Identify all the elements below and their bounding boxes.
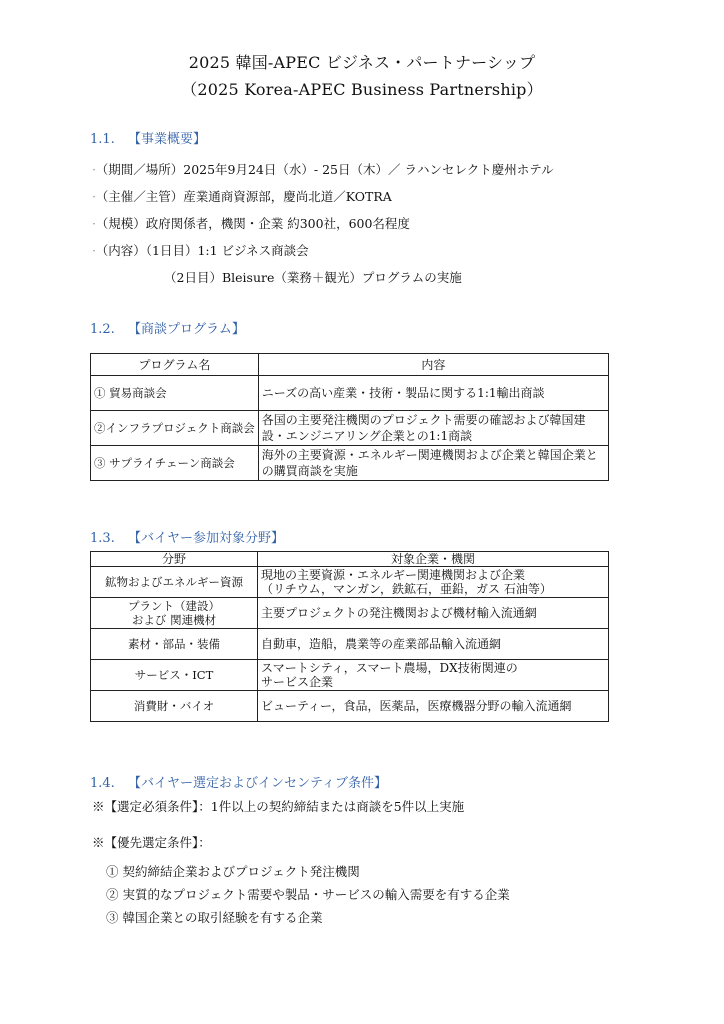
program-content-cell: 各国の主要発注機関のプロジェクト需要の確認および韓国建設・エンジニアリング企業との1:1商談 xyxy=(258,411,608,446)
section-title: 【バイヤー参加対象分野】 xyxy=(128,531,285,546)
buyer-field-table xyxy=(90,551,609,722)
column-header: プログラム名 xyxy=(91,354,259,376)
column-header: 分野 xyxy=(91,552,258,567)
target-cell: 現地の主要資源・エネルギー関連機関および企業 （リチウム，マンガン，鉄鉱石，亜鉛，ガス 石油等） xyxy=(258,567,609,598)
required-condition: ※【選定必須条件】：1件以上の契約締結または商談を5件以上実施 xyxy=(92,799,465,814)
section-heading-program xyxy=(90,318,245,337)
bullet-icon: · xyxy=(92,189,96,204)
document-subtitle: （2025 Korea-APEC Business Partnership） xyxy=(181,80,543,99)
field-cell: 鉱物およびエネルギー資源 xyxy=(91,567,258,598)
field-cell: サービス・ICT xyxy=(91,660,258,691)
field-cell: プラント（建設） および 関連機材 xyxy=(91,598,258,629)
table-row xyxy=(91,691,609,722)
table-row xyxy=(91,629,609,660)
target-cell: スマートシティ，スマート農場，DX技術関連の サービス企業 xyxy=(258,660,609,691)
table-row xyxy=(91,567,609,598)
target-cell: 自動車，造船，農業等の産業部品輸入流通網 xyxy=(258,629,609,660)
preferred-condition-item: ② 実質的なプロジェクト需要や製品・サービスの輸入需要を有する企業 xyxy=(106,887,510,902)
target-cell: 主要プロジェクトの発注機関および機材輸入流通網 xyxy=(258,598,609,629)
program-name-cell: ③ サプライチェーン商談会 xyxy=(91,446,259,481)
table-header-row xyxy=(91,354,609,376)
overview-item: · （規模）政府関係者，機関・企業 約300社，600名程度 xyxy=(92,216,410,231)
program-content-cell: ニーズの高い産業・技術・製品に関する1:1輸出商談 xyxy=(258,376,608,411)
section-heading-buyer-fields xyxy=(90,527,284,546)
section-title: 【商談プログラム】 xyxy=(128,322,245,337)
table-row xyxy=(91,598,609,629)
program-table xyxy=(90,353,609,481)
table-row xyxy=(91,376,609,411)
section-heading-overview xyxy=(90,128,206,147)
overview-item: · （主催／主管）産業通商資源部，慶尚北道／KOTRA xyxy=(92,189,392,204)
section-number: 1.1. xyxy=(90,132,115,147)
table-row xyxy=(91,660,609,691)
program-name-cell: ②インフラプロジェクト商談会 xyxy=(91,411,259,446)
preferred-condition-item: ③ 韓国企業との取引経験を有する企業 xyxy=(106,910,323,925)
preferred-condition-item: ① 契約締結企業およびプロジェクト発注機関 xyxy=(106,864,360,879)
column-header: 内容 xyxy=(258,354,608,376)
section-number: 1.4. xyxy=(90,776,115,791)
preferred-condition-title: ※【優先選定条件】： xyxy=(92,835,211,850)
bullet-icon: · xyxy=(92,243,96,258)
program-name-cell: ① 貿易商談会 xyxy=(91,376,259,411)
bullet-icon: · xyxy=(92,162,96,177)
bullet-icon: · xyxy=(92,216,96,231)
section-heading-selection xyxy=(90,772,387,791)
column-header: 対象企業・機関 xyxy=(258,552,609,567)
overview-item-continuation: （2日目）Bleisure（業務＋観光）プログラムの実施 xyxy=(164,270,462,285)
field-cell: 素材・部品・装備 xyxy=(91,629,258,660)
document-title: 2025 韓国-APEC ビジネス・パートナーシップ xyxy=(188,53,536,72)
table-row xyxy=(91,411,609,446)
table-row xyxy=(91,446,609,481)
overview-item: · （期間／場所）2025年9月24日（水）- 25日（木）／ ラハンセレクト慶州ホテル xyxy=(92,162,554,177)
section-title: 【事業概要】 xyxy=(128,132,207,147)
section-number: 1.2. xyxy=(90,322,115,337)
target-cell: ビューティー，食品，医薬品，医療機器分野の輸入流通網 xyxy=(258,691,609,722)
section-title: 【バイヤー選定およびインセンティブ条件】 xyxy=(128,776,387,791)
section-number: 1.3. xyxy=(90,531,115,546)
field-cell: 消費財・バイオ xyxy=(91,691,258,722)
table-header-row xyxy=(91,552,609,567)
program-content-cell: 海外の主要資源・エネルギー関連機関および企業と韓国企業との購買商談を実施 xyxy=(258,446,608,481)
overview-item: · （内容）（1日目）1:1 ビジネス商談会 xyxy=(92,243,309,258)
